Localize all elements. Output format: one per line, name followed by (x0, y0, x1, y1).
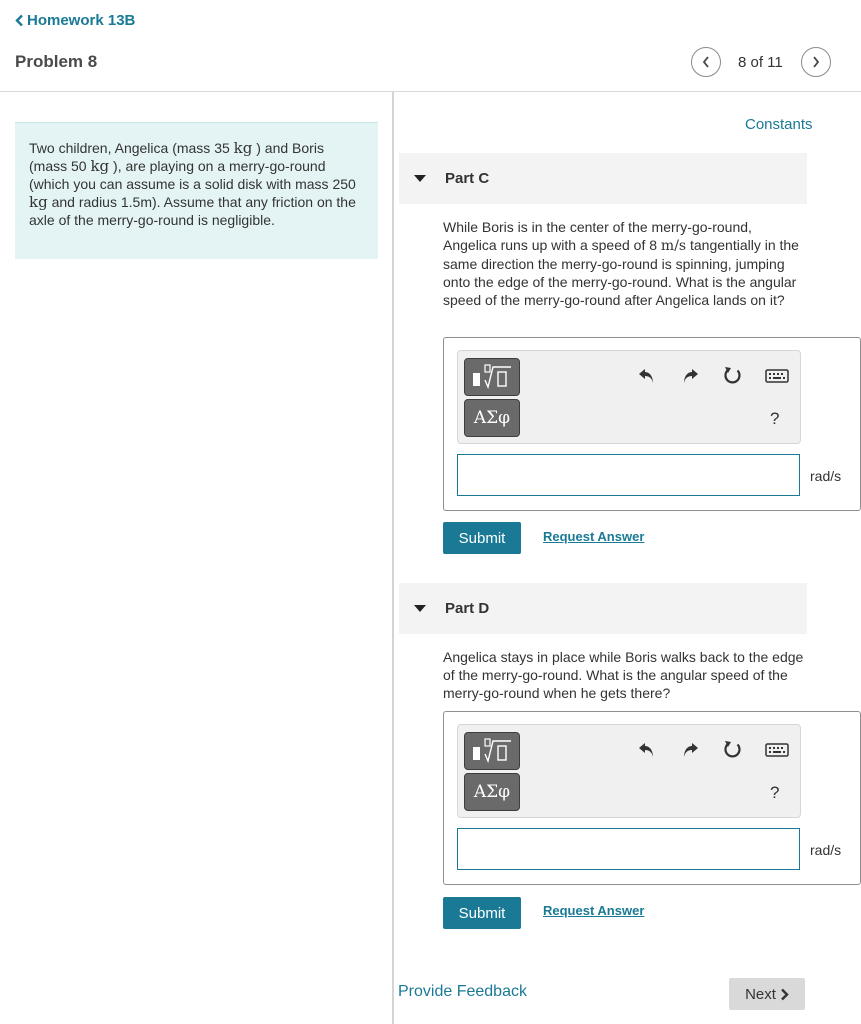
keyboard-button[interactable] (764, 365, 790, 387)
next-problem-button[interactable] (801, 47, 831, 77)
text-segment: tangentially in the same direction the merry-go-round is spinning, jumping onto the edge of the merry-go-round. What is the angular speed of the merry-go-round after Angelica lands on it? (443, 237, 799, 308)
unit-symbol: kg (90, 157, 110, 175)
greek-symbols-button[interactable]: ΑΣφ (464, 773, 520, 811)
answer-unit: rad/s (810, 842, 842, 858)
undo-button[interactable] (636, 739, 658, 761)
collapse-triangle-icon (414, 175, 426, 182)
back-link[interactable] (15, 12, 135, 29)
next-button-label: Next (745, 985, 776, 1003)
problem-statement (15, 122, 378, 259)
math-toolbar (457, 350, 801, 444)
part-c-question (443, 218, 805, 309)
reset-icon (722, 739, 744, 761)
constants-link[interactable]: Constants (745, 116, 813, 133)
part-c-answer-area (443, 337, 861, 511)
chevron-right-icon (780, 988, 789, 1001)
provide-feedback-link[interactable]: Provide Feedback (398, 983, 527, 1000)
chevron-right-icon (811, 55, 821, 69)
problem-pagination: 8 of 11 (738, 54, 783, 71)
undo-icon (637, 740, 657, 760)
text-segment: ) and Boris (mass 50 (29, 140, 324, 174)
previous-problem-button[interactable] (691, 47, 721, 77)
undo-icon (637, 366, 657, 386)
text-segment: ), are playing on a merry-go-round (which you can assume is a solid disk with mass 250 (29, 158, 356, 192)
redo-button[interactable] (679, 739, 701, 761)
templates-icon (469, 362, 515, 392)
part-d-header[interactable] (399, 583, 807, 634)
text-segment: and radius 1.5m). Assume that any friction on the axle of the merry-go-round is negligible. (29, 194, 356, 228)
collapse-triangle-icon (414, 605, 426, 612)
keyboard-button[interactable] (764, 739, 790, 761)
answer-input[interactable] (457, 454, 800, 496)
help-button[interactable]: ? (770, 783, 780, 802)
intro-text (29, 140, 356, 228)
keyboard-icon (765, 742, 789, 758)
redo-icon (680, 366, 700, 386)
request-answer-link[interactable]: Request Answer (543, 529, 645, 544)
part-d-question (443, 648, 805, 702)
part-c-header[interactable] (399, 153, 807, 204)
reset-button[interactable] (722, 365, 744, 387)
submit-button[interactable]: Submit (443, 522, 521, 554)
redo-icon (680, 740, 700, 760)
chevron-left-icon (15, 14, 24, 27)
part-d-answer-area (443, 711, 861, 885)
help-button[interactable]: ? (770, 409, 780, 428)
text-segment: While Boris is in the center of the merry-go-round, Angelica runs up with a speed of 8 (443, 219, 752, 253)
reset-icon (722, 365, 744, 387)
greek-symbols-button[interactable]: ΑΣφ (464, 399, 520, 437)
math-toolbar (457, 724, 801, 818)
reset-button[interactable] (722, 739, 744, 761)
header-divider (0, 91, 861, 92)
unit-symbol: kg (233, 139, 253, 157)
unit-symbol: kg (29, 193, 48, 211)
templates-button[interactable] (464, 732, 520, 770)
answer-input[interactable] (457, 828, 800, 870)
unit-symbol: m/s (660, 238, 687, 254)
undo-button[interactable] (636, 365, 658, 387)
submit-button[interactable]: Submit (443, 897, 521, 929)
back-link-label: Homework 13B (27, 12, 136, 29)
request-answer-link[interactable]: Request Answer (543, 903, 645, 918)
problem-title: Problem 8 (15, 52, 98, 71)
next-button[interactable] (729, 978, 805, 1010)
answer-unit: rad/s (810, 468, 842, 484)
part-c-label: Part C (445, 170, 490, 187)
text-segment: Two children, Angelica (mass 35 (29, 140, 234, 156)
keyboard-icon (765, 368, 789, 384)
redo-button[interactable] (679, 365, 701, 387)
text-segment: Angelica stays in place while Boris walks back to the edge of the merry-go-round. What is the angular speed of the merry-go-round when he gets there? (443, 649, 804, 701)
part-d-label: Part D (445, 600, 490, 617)
templates-icon (469, 736, 515, 766)
column-divider (392, 92, 394, 1024)
chevron-left-icon (701, 55, 711, 69)
templates-button[interactable] (464, 358, 520, 396)
